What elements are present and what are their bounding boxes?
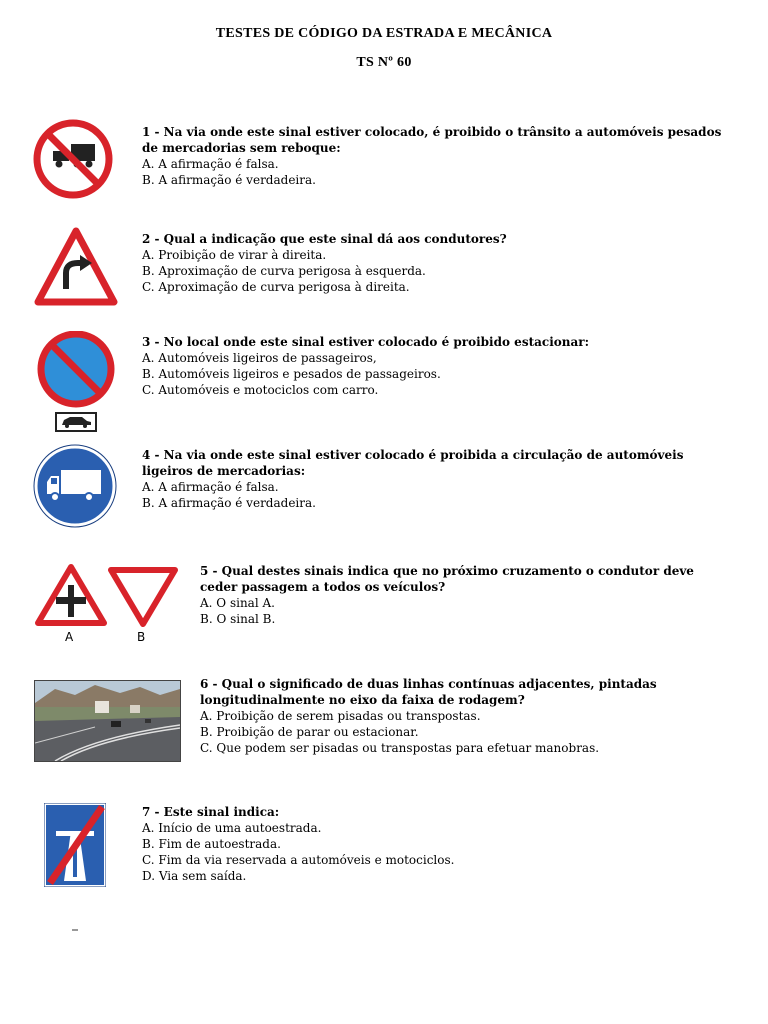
question-4 <box>142 447 727 511</box>
question-text: 1 - Na via onde este sinal estiver colocado, é proibido o trânsito a automóveis pesados de mercadorias sem reboque: <box>142 125 722 155</box>
option-c[interactable]: C. Que podem ser pisadas ou transpostas para efetuar manobras. <box>200 741 600 755</box>
question-2 <box>142 231 727 295</box>
option-b[interactable]: B. Proibição de parar ou estacionar. <box>200 725 419 739</box>
question-5 <box>200 563 730 627</box>
question-1 <box>142 124 727 188</box>
end-of-motorway-sign-icon <box>44 803 106 887</box>
option-a[interactable]: A. Proibição de serem pisadas ou transpostas. <box>200 709 481 723</box>
question-text: 7 - Este sinal indica: <box>142 805 280 819</box>
question-text: 2 - Qual a indicação que este sinal dá aos condutores? <box>142 232 507 246</box>
question-text: 6 - Qual o significado de duas linhas contínuas adjacentes, pintadas longitudinalmente no eixo da faixa de rodagem? <box>200 677 657 707</box>
option-b[interactable]: B. A afirmação é verdadeira. <box>142 496 316 510</box>
page-title: TESTES DE CÓDIGO DA ESTRADA E MECÂNICA <box>215 26 553 41</box>
question-text: 5 - Qual destes sinais indica que no próximo cruzamento o condutor deve ceder passagem a todos os veículos? <box>200 564 694 594</box>
page-mark <box>72 929 78 931</box>
option-a[interactable]: A. Início de uma autoestrada. <box>142 821 322 835</box>
question-7 <box>142 804 727 884</box>
no-heavy-goods-without-trailer-sign-icon <box>33 119 113 199</box>
option-a[interactable]: A. Automóveis ligeiros de passageiros, <box>142 351 377 365</box>
option-b[interactable]: B. Fim de autoestrada. <box>142 837 281 851</box>
option-c[interactable]: C. Fim da via reservada a automóveis e motociclos. <box>142 853 455 867</box>
road-photo-icon <box>34 680 181 762</box>
option-b[interactable]: B. A afirmação é verdadeira. <box>142 173 316 187</box>
option-a[interactable]: A. A afirmação é falsa. <box>142 480 279 494</box>
option-b[interactable]: B. O sinal B. <box>200 612 276 626</box>
option-b[interactable]: B. Automóveis ligeiros e pesados de passageiros. <box>142 367 441 381</box>
question-text: 4 - Na via onde este sinal estiver colocado é proibida a circulação de automóveis ligeiros de mercadorias: <box>142 448 684 478</box>
option-a[interactable]: A. A afirmação é falsa. <box>142 157 279 171</box>
sign-label-a: A <box>65 630 74 644</box>
crossroads-priority-sign-icon <box>34 563 108 627</box>
option-d[interactable]: D. Via sem saída. <box>142 869 247 883</box>
sign-label-b: B <box>137 630 146 644</box>
option-c[interactable]: C. Aproximação de curva perigosa à direita. <box>142 280 410 294</box>
question-6 <box>200 676 740 756</box>
question-3 <box>142 334 727 398</box>
option-b[interactable]: B. Aproximação de curva perigosa à esquerda. <box>142 264 426 278</box>
question-text: 3 - No local onde este sinal estiver colocado é proibido estacionar: <box>142 335 590 349</box>
page-subtitle: TS Nº 60 <box>356 55 412 70</box>
option-a[interactable]: A. Proibição de virar à direita. <box>142 248 327 262</box>
no-parking-sign-icon <box>34 331 118 435</box>
goods-vehicle-lane-sign-icon <box>33 444 117 528</box>
option-a[interactable]: A. O sinal A. <box>200 596 275 610</box>
dangerous-curve-right-sign-icon <box>34 227 118 307</box>
yield-sign-icon <box>107 566 179 628</box>
option-c[interactable]: C. Automóveis e motociclos com carro. <box>142 383 379 397</box>
